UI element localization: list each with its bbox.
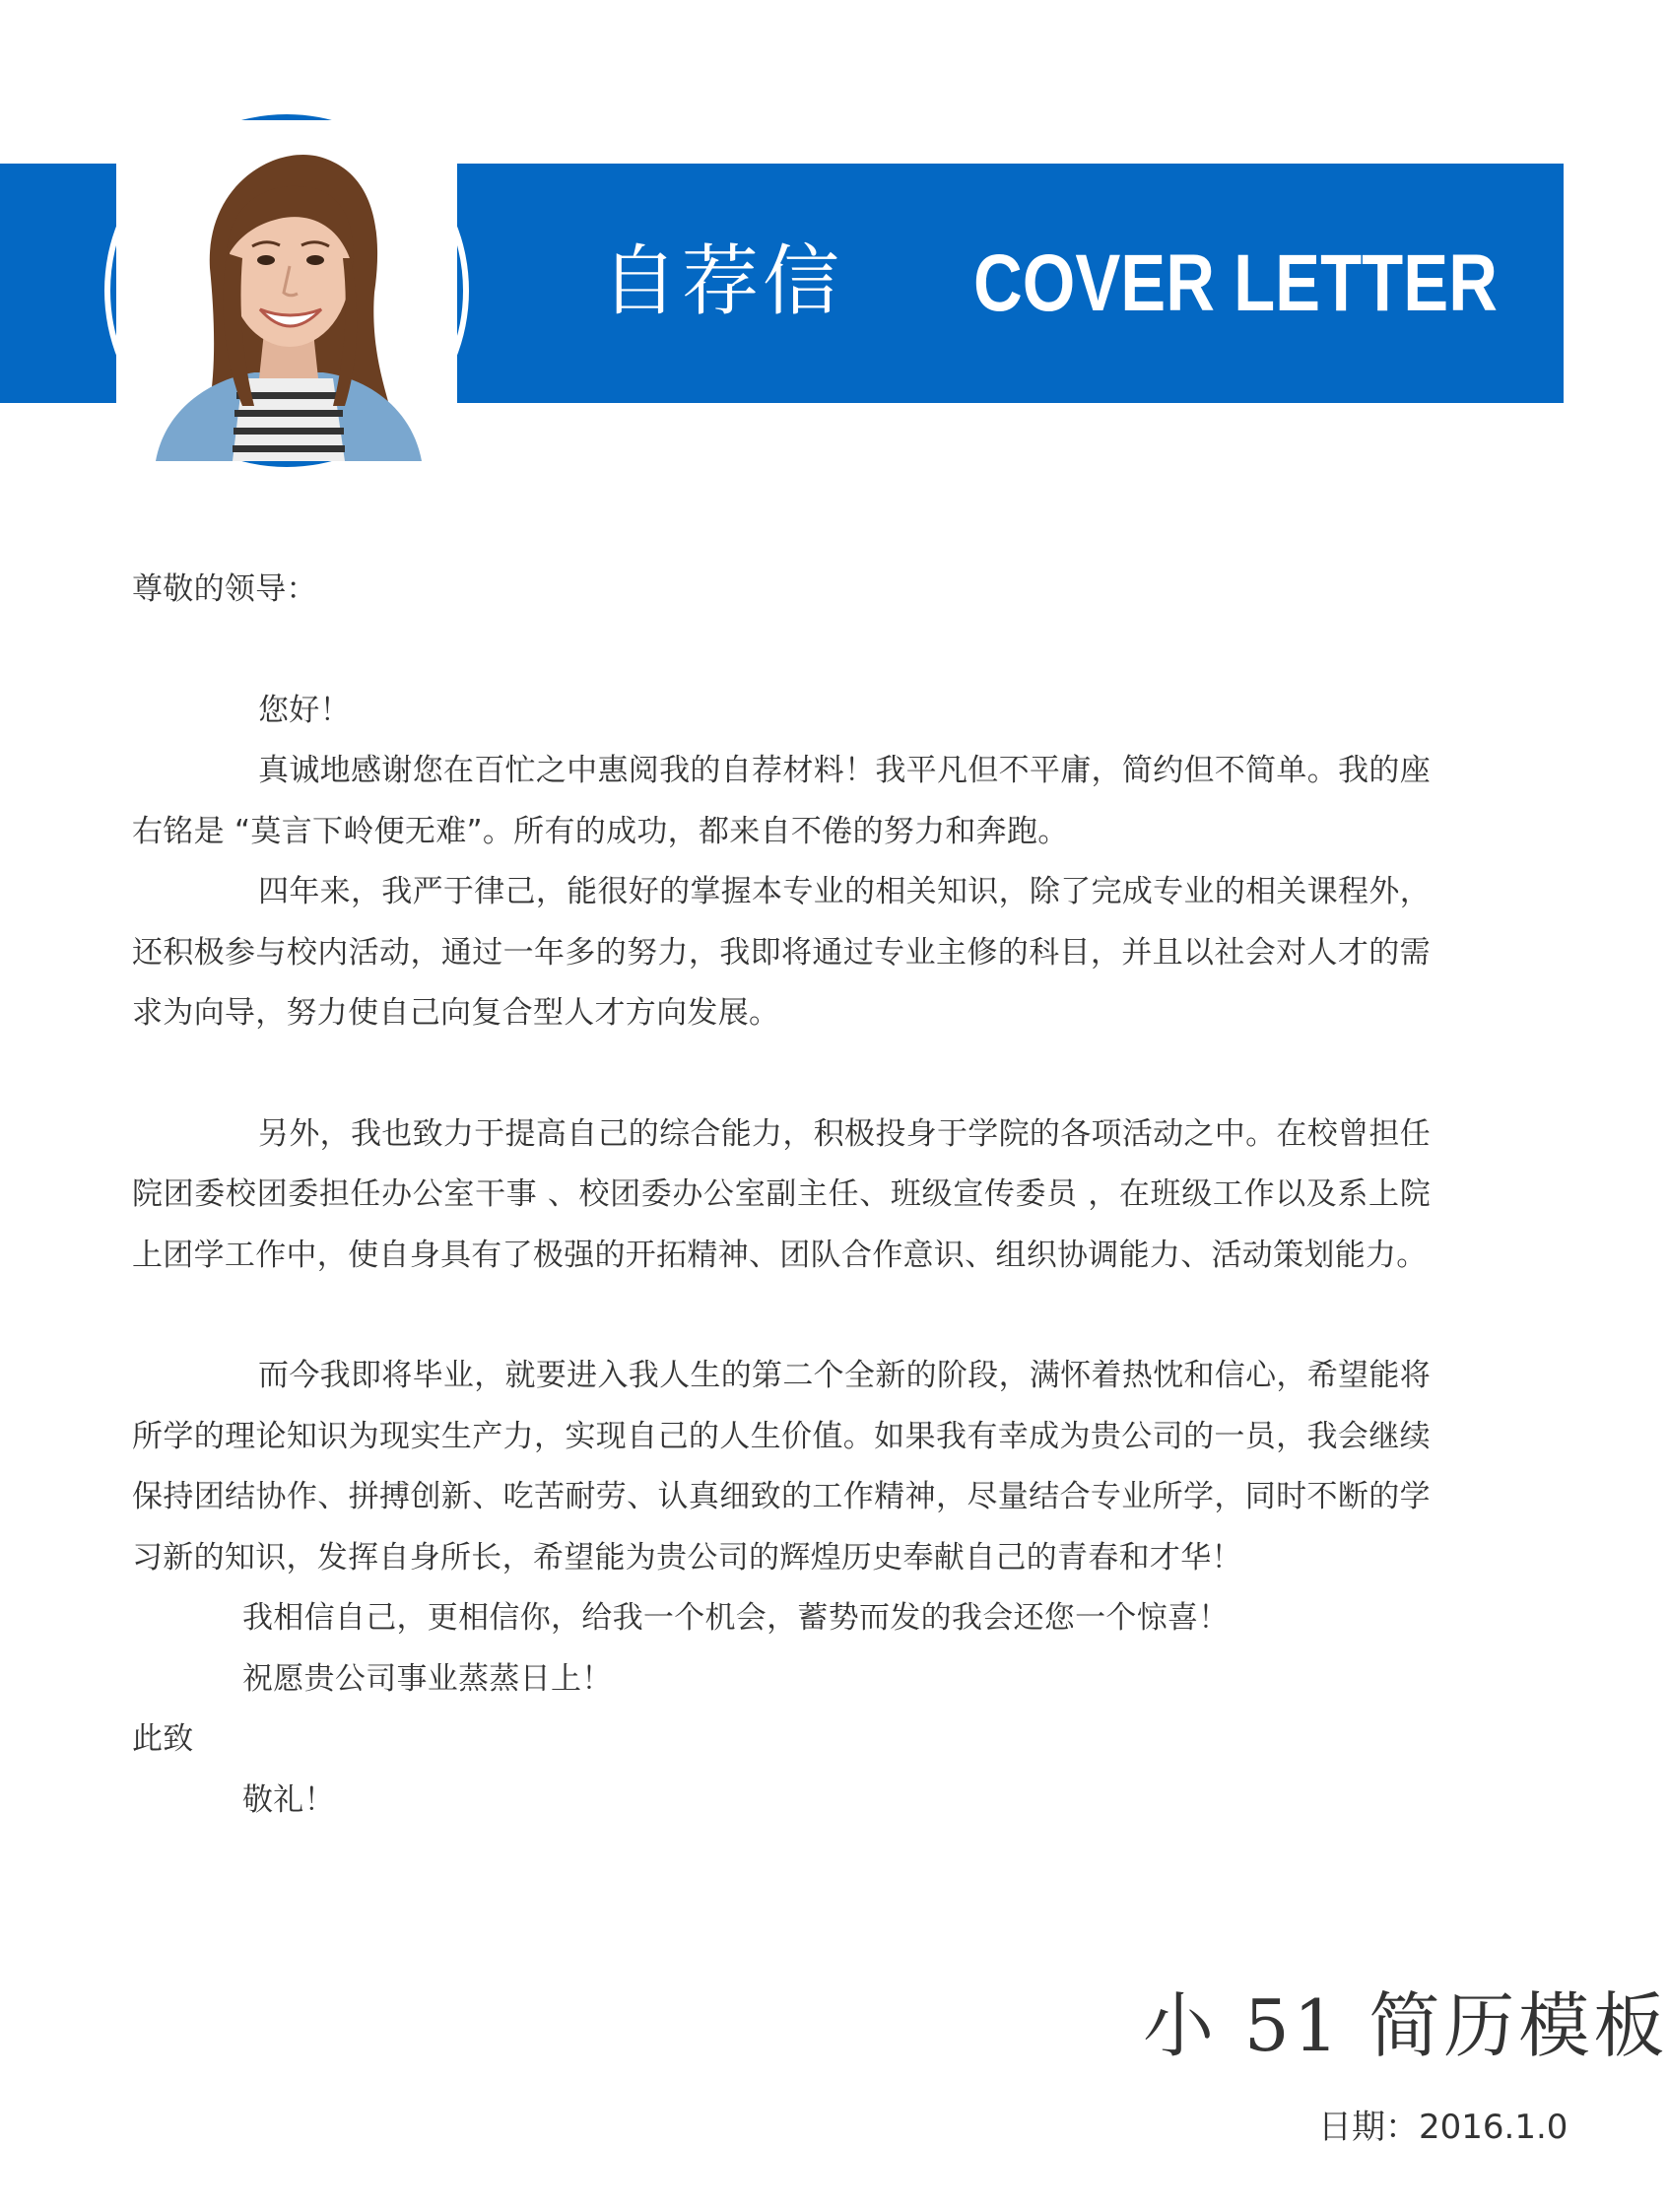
avatar bbox=[110, 114, 463, 467]
letter-body bbox=[132, 560, 1431, 1831]
date: 日期：2016.1.0 bbox=[1318, 2108, 1568, 2147]
paragraph-3: 另外，我也致力于提高自己的综合能力，积极投身于学院的各项活动之中。在校曾担任院团委校团委担任办公室干事 、校团委办公室副主任、班级宣传委员 ，在班级工作以及系上院上团学工作中，使自身具有了极强的开拓精神、团队合作意识、组织协调能力、活动策划能力。 bbox=[132, 1115, 1431, 1273]
title-english: COVER LETTER bbox=[973, 238, 1498, 328]
paragraph-5: 我相信自己，更相信你，给我一个机会，蓄势而发的我会还您一个惊喜！ bbox=[242, 1600, 1230, 1636]
closing-line-2: 敬礼！ bbox=[242, 1781, 335, 1818]
closing-line-1: 此致 bbox=[132, 1721, 194, 1757]
signature: 小 51 简历模板 bbox=[1143, 1984, 1668, 2067]
portrait-photo-icon bbox=[116, 120, 457, 461]
paragraph-6: 祝愿贵公司事业蒸蒸日上！ bbox=[242, 1660, 613, 1697]
title-chinese: 自荐信 bbox=[601, 237, 844, 326]
paragraph-2: 四年来，我严于律己，能很好的掌握本专业的相关知识，除了完成专业的相关课程外，还积极参与校内活动，通过一年多的努力，我即将通过专业主修的科目，并且以社会对人才的需求为向导，努力使自己向复合型人才方向发展。 bbox=[132, 874, 1431, 1031]
avatar-frame bbox=[104, 108, 469, 473]
greeting: 您好！ bbox=[258, 692, 351, 728]
salutation: 尊敬的领导： bbox=[132, 571, 317, 607]
paragraph-1: 真诚地感谢您在百忙之中惠阅我的自荐材料！我平凡但不平庸，简约但不简单。我的座右铭是 “莫言下岭便无难”。所有的成功，都来自不倦的努力和奔跑。 bbox=[132, 753, 1431, 849]
paragraph-4: 而今我即将毕业，就要进入我人生的第二个全新的阶段，满怀着热忱和信心，希望能将所学的理论知识为现实生产力，实现自己的人生价值。如果我有幸成为贵公司的一员，我会继续保持团结协作、拼搏创新、吃苦耐劳、认真细致的工作精神，尽量结合专业所学，同时不断的学习新的知识，发挥自身所长，希望能为贵公司的辉煌历史奉献自己的青春和才华！ bbox=[132, 1358, 1431, 1575]
